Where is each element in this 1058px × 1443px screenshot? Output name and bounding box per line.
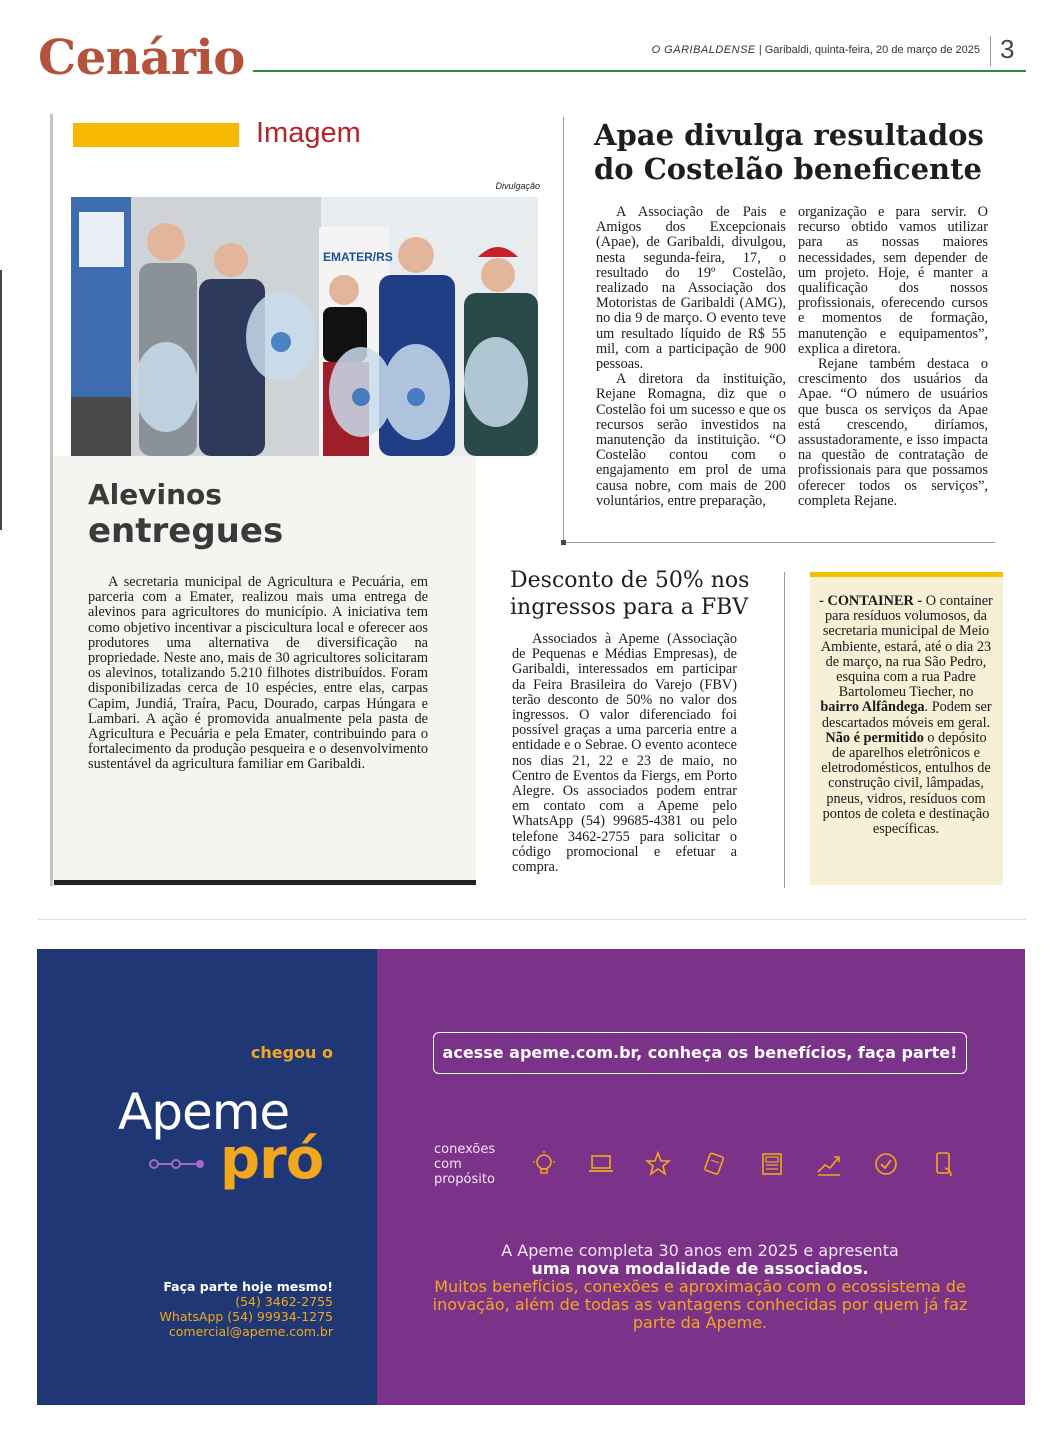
ad-body [420,1242,980,1332]
apae-column-1 [596,205,786,509]
ad-tagline-line: com [434,1157,462,1172]
container-text: O container para resíduos volumosos, da secretaria municipal de Meio Ambiente, estará, até o dia 23 de março, na rua São Pedro, esquina com a rua Padre Bartolomeu Tiecher, no [820,593,993,701]
header-rule [253,70,1026,72]
apae-column-2 [798,205,988,509]
ad-tagline [434,1142,524,1187]
ad-brand-pro: pró [220,1127,324,1192]
fbv-right-rule [784,572,785,888]
newspaper-name: O GARIBALDENSE [651,44,756,56]
apae-rule-dot [561,540,566,545]
alevinos-headline-line2: entregues [88,511,284,551]
badge-check-icon [872,1150,900,1178]
laptop-icon [587,1150,615,1178]
apae-paragraph: A Associação de Pais e Amigos dos Excepcionais (Apae), de Garibaldi, divulgou, nesta segunda-feira, 17, o resultado do 19º Costelão, realizado na Associação dos Motoristas de Garibaldi (AMG), no dia 9 de março. O evento teve um resultado líquido de R$ 55 mil, com a participação de 900 pessoas. [596,204,786,373]
masthead-separator: | [758,44,762,56]
apae-headline: Apae divulga resultados do Costelão beneficente [594,118,984,186]
imagem-box-left-border [50,114,53,886]
tickets-icon [701,1150,729,1178]
page-number-divider [990,36,991,66]
chain-link-icon [148,1158,208,1170]
container-notice [818,594,994,837]
container-bold-warning: Não é permitido [825,729,924,746]
ad-tagline-line: conexões [434,1142,496,1157]
emater-sign: EMATER/RS [323,250,393,264]
phone-touch-icon [929,1150,957,1178]
alevinos-paragraph: A secretaria municipal de Agricultura e Pecuária, em parceria com a Emater, realizou mais uma entrega de alevinos para agricultores do município. A iniciativa tem como objetivo incentivar a piscicultura local e oferecer aos produtores uma alternativa de diversificação na propriedade. Neste ano, mais de 30 agricultores solicitaram os alevinos, totalizando 5.210 filhotes distribuídos. Foram disponibilizadas cerca de 10 espécies, entre elas, carpas Capim, Jundiá, Traíra, Pacu, Dourado, carpas Húngara e Lambari. A ação é promovida anualmente pela pasta de Agricultura e Pecuária e pela Emater, contribuindo para o fortalecimento da produção pesqueira e o desenvolvimento sustentável da agricultura familiar em Garibaldi. [88,574,428,773]
masthead [560,44,980,56]
imagem-accent-bar [73,123,239,147]
photo-credit: Divulgação [495,181,540,191]
apae-paragraph: A diretora da instituição, Rejane Romagna, diz que o Costelão foi um sucesso e que os recursos serão investidos na manutenção da instituição. “O Costelão contou com o engajamento em prol de uma causa nobre, com mais de 200 voluntários, entre preparação, [596,371,786,509]
section-title: Cenário [38,30,245,86]
imagem-box-bottom-border [54,880,476,885]
imagem-label: Imagem [256,117,361,149]
page-divider [38,919,1026,920]
ad-email[interactable]: comercial@apeme.com.br [168,1324,333,1339]
alevinos-photo [71,197,538,456]
ad-body-line3: Muitos benefícios, conexões e aproximação com o ecossistema de inovação, além de todas as vantagens conhecidas por quem já faz parte da Apeme. [432,1277,968,1332]
alevinos-headline [88,478,283,550]
margin-rule [0,270,2,530]
lightbulb-icon [530,1150,558,1178]
fbv-article [512,632,737,875]
ad-phone[interactable]: (54) 3462-2755 [235,1294,333,1309]
page-number: 3 [1000,34,1015,64]
container-text: o depósito de aparelhos eletrônicos e eletrodomésticos, entulhos de construção civil, lâmpadas, pneus, vidros, resíduos com pontos de coleta e destinação específicas. [821,729,991,838]
container-bold-location: bairro Alfândega [820,699,925,716]
ad-whatsapp[interactable]: WhatsApp (54) 99934-1275 [159,1309,333,1324]
ad-contact [110,1279,333,1339]
container-text: . Podem ser descartados móveis em geral. [821,699,992,731]
alevinos-article [88,575,428,773]
ad-tagline-line: propósito [434,1172,495,1187]
ad-url-banner[interactable]: acesse apeme.com.br, conheça os benefícios, faça parte! [433,1032,967,1074]
apae-bottom-rule [563,542,995,543]
apae-paragraph: Rejane também destaca o crescimento dos usuários da Apae. “O número de usuários que busca os serviços da Apae está crescendo, diríamos, assustadoramente, e isso impacta na questão de contratação de profissionais para que possamos oferecer todos os serviços”, completa Rejane. [798,356,988,509]
apae-paragraph: organização e para servir. O recurso obtido vamos utilizar para as nossas maiores necessidades, sem depender de um projeto. Hoje, é manter a qualificação dos nossos profissionais, oferecendo cursos e momentos de formação, manutenção e equipamentos”, explica a diretora. [798,204,988,357]
ad-cta: Faça parte hoje mesmo! [163,1279,333,1294]
ad-body-line1: A Apeme completa 30 anos em 2025 e apresenta [501,1241,899,1260]
ad-icons-row [530,1150,970,1180]
ad-body-line2: uma nova modalidade de associados. [531,1259,869,1278]
ad-brand: Apeme [118,1083,290,1141]
fbv-headline: Desconto de 50% nos ingressos para a FBV [510,568,750,620]
alevinos-headline-line1: Alevinos [88,478,222,511]
container-lead: - CONTAINER - [819,593,923,609]
ad-chegou: chegou o [250,1043,333,1062]
apae-left-rule [563,117,564,543]
newspaper-icon [758,1150,786,1178]
growth-chart-icon [815,1150,843,1178]
dateline: Garibaldi, quinta-feira, 20 de março de 2025 [764,44,980,56]
fbv-paragraph: Associados à Apeme (Associação de Pequenas e Médias Empresas), de Garibaldi, interessados em participar da Feira Brasileira do Varejo (FBV) terão desconto de 50% no valor dos ingressos. O valor diferenciado foi possível graças a uma parceria entre a entidade e o Sebrae. O evento acontece nos dias 21, 22 e 23 de maio, no Centro de Eventos da Fiergs, em Porto Alegre. Os associados podem entrar em contato com a Apeme pelo WhatsApp (54) 99685-4381 ou pelo telefone 3462-2755 para solicitar o código promocional e efetuar a compra. [512,631,737,876]
star-icon [644,1150,672,1178]
